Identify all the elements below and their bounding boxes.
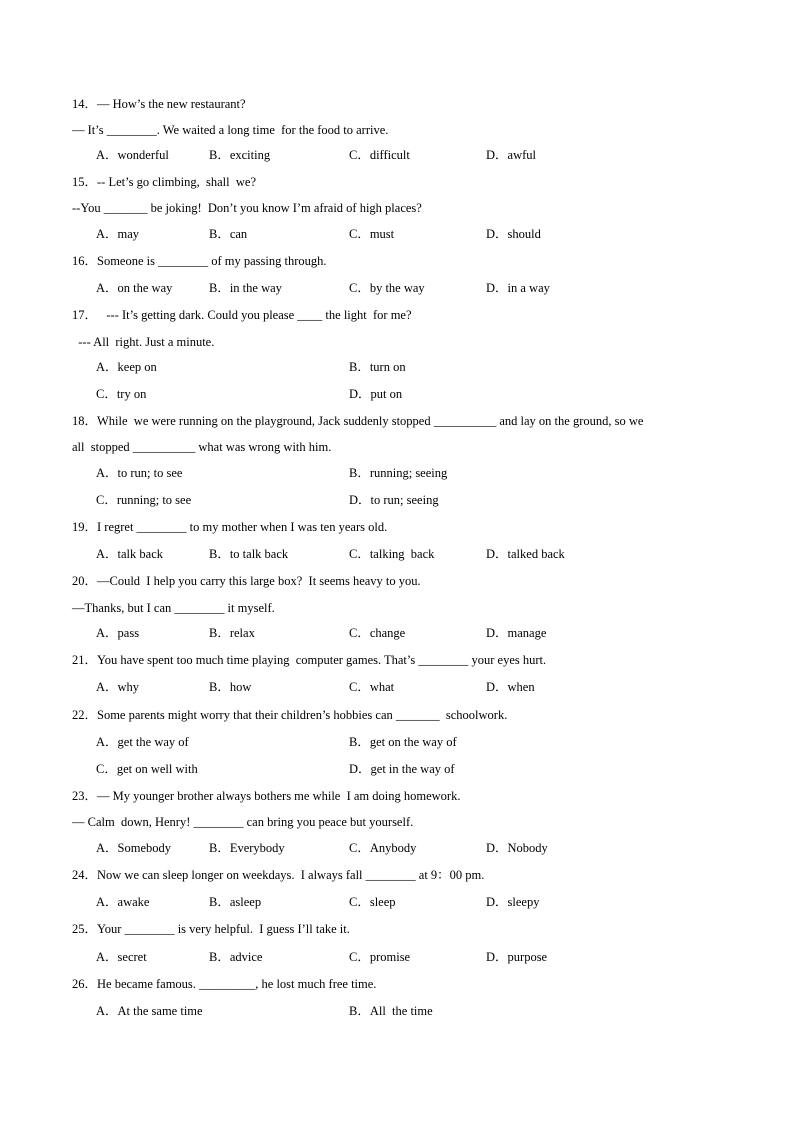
option-c: C．difficult bbox=[349, 148, 410, 162]
option-c: C．by the way bbox=[349, 281, 425, 295]
question-23-line-1: 23．— My younger brother always bothers me while I am doing homework. bbox=[72, 789, 461, 803]
option-a: A．awake bbox=[96, 895, 150, 909]
option-a: A．to run; to see bbox=[96, 466, 183, 480]
option-a: A．keep on bbox=[96, 360, 157, 374]
question-25-options bbox=[96, 949, 736, 965]
option-c: C．sleep bbox=[349, 895, 396, 909]
option-b: B．get on the way of bbox=[349, 735, 457, 749]
option-b: B．turn on bbox=[349, 360, 406, 374]
question-17-line-1: 17． --- It’s getting dark. Could you please ____ the light for me? bbox=[72, 308, 412, 322]
option-b: B．advice bbox=[209, 950, 263, 964]
option-c: C．get on well with bbox=[96, 762, 198, 776]
question-17-line-2: --- All right. Just a minute. bbox=[72, 335, 215, 349]
option-d: D．sleepy bbox=[486, 895, 540, 909]
question-15-line-2: --You _______ be joking! Don’t you know I’m afraid of high places? bbox=[72, 201, 422, 215]
option-a: A．why bbox=[96, 680, 140, 694]
option-d: D．should bbox=[486, 227, 541, 241]
option-c: C．promise bbox=[349, 950, 411, 964]
question-26-line-1: 26．He became famous. _________, he lost much free time. bbox=[72, 977, 377, 991]
option-b: B．asleep bbox=[209, 895, 262, 909]
question-22-line-1: 22．Some parents might worry that their children’s hobbies can _______ schoolwork. bbox=[72, 708, 508, 722]
question-23-line-2: — Calm down, Henry! ________ can bring you peace but yourself. bbox=[72, 815, 414, 829]
option-a: A．talk back bbox=[96, 547, 163, 561]
question-22-options-row-2 bbox=[96, 761, 736, 777]
question-23-options bbox=[96, 840, 736, 856]
question-18-line-2: all stopped __________ what was wrong with him. bbox=[72, 440, 332, 454]
option-a: A．Somebody bbox=[96, 841, 172, 855]
option-a: A．may bbox=[96, 227, 140, 241]
option-c: C．talking back bbox=[349, 547, 435, 561]
option-d: D．put on bbox=[349, 387, 403, 401]
option-b: B．how bbox=[209, 680, 252, 694]
option-c: C．Anybody bbox=[349, 841, 417, 855]
question-20-line-1: 20．—Could I help you carry this large box? It seems heavy to you. bbox=[72, 574, 421, 588]
option-d: D．purpose bbox=[486, 950, 548, 964]
question-19-line-1: 19．I regret ________ to my mother when I was ten years old. bbox=[72, 520, 388, 534]
option-b: B．running; seeing bbox=[349, 466, 448, 480]
question-17-options-row-2 bbox=[96, 386, 736, 402]
question-20-line-2: —Thanks, but I can ________ it myself. bbox=[72, 601, 275, 615]
option-d: D．Nobody bbox=[486, 841, 548, 855]
option-d: D．get in the way of bbox=[349, 762, 455, 776]
question-15-line-1: 15．-- Let’s go climbing, shall we? bbox=[72, 175, 256, 189]
option-b: B．relax bbox=[209, 626, 255, 640]
option-a: A．get the way of bbox=[96, 735, 189, 749]
question-21-options bbox=[96, 679, 736, 695]
option-d: D．talked back bbox=[486, 547, 565, 561]
option-d: D．to run; seeing bbox=[349, 493, 439, 507]
option-d: D．when bbox=[486, 680, 535, 694]
option-c: C．what bbox=[349, 680, 395, 694]
option-c: C．change bbox=[349, 626, 406, 640]
question-18-line-1: 18．While we were running on the playground, Jack suddenly stopped __________ and lay on the ground, so we bbox=[72, 414, 644, 428]
question-15-options bbox=[96, 226, 736, 242]
question-14-line-2: — It’s ________. We waited a long time for the food to arrive. bbox=[72, 123, 389, 137]
option-a: A．secret bbox=[96, 950, 147, 964]
question-14-options bbox=[96, 147, 736, 163]
option-a: A．on the way bbox=[96, 281, 173, 295]
option-b: B．Everybody bbox=[209, 841, 285, 855]
option-a: A．wonderful bbox=[96, 148, 169, 162]
question-17-options-row-1 bbox=[96, 359, 736, 375]
question-18-options-row-2 bbox=[96, 492, 736, 508]
option-d: D．in a way bbox=[486, 281, 550, 295]
option-c: C．try on bbox=[96, 387, 147, 401]
option-c: C．must bbox=[349, 227, 395, 241]
option-b: B．exciting bbox=[209, 148, 271, 162]
question-16-line-1: 16．Someone is ________ of my passing through. bbox=[72, 254, 327, 268]
question-22-options-row-1 bbox=[96, 734, 736, 750]
question-21-line-1: 21．You have spent too much time playing computer games. That’s ________ your eyes hurt. bbox=[72, 653, 547, 667]
question-19-options bbox=[96, 546, 736, 562]
option-a: A．At the same time bbox=[96, 1004, 203, 1018]
option-b: B．to talk back bbox=[209, 547, 289, 561]
question-25-line-1: 25．Your ________ is very helpful. I guess I’ll take it. bbox=[72, 922, 350, 936]
question-24-options bbox=[96, 894, 736, 910]
option-b: B．in the way bbox=[209, 281, 282, 295]
question-18-options-row-1 bbox=[96, 465, 736, 481]
question-20-options bbox=[96, 625, 736, 641]
option-d: D．awful bbox=[486, 148, 536, 162]
option-b: B．can bbox=[209, 227, 248, 241]
question-26-options bbox=[96, 1003, 736, 1019]
option-b: B．All the time bbox=[349, 1004, 433, 1018]
option-a: A．pass bbox=[96, 626, 140, 640]
option-c: C．running; to see bbox=[96, 493, 192, 507]
question-24-line-1: 24．Now we can sleep longer on weekdays. I always fall ________ at 9：00 pm. bbox=[72, 868, 485, 882]
question-16-options bbox=[96, 280, 736, 296]
option-d: D．manage bbox=[486, 626, 547, 640]
question-14-line-1: 14．— How’s the new restaurant? bbox=[72, 97, 246, 111]
